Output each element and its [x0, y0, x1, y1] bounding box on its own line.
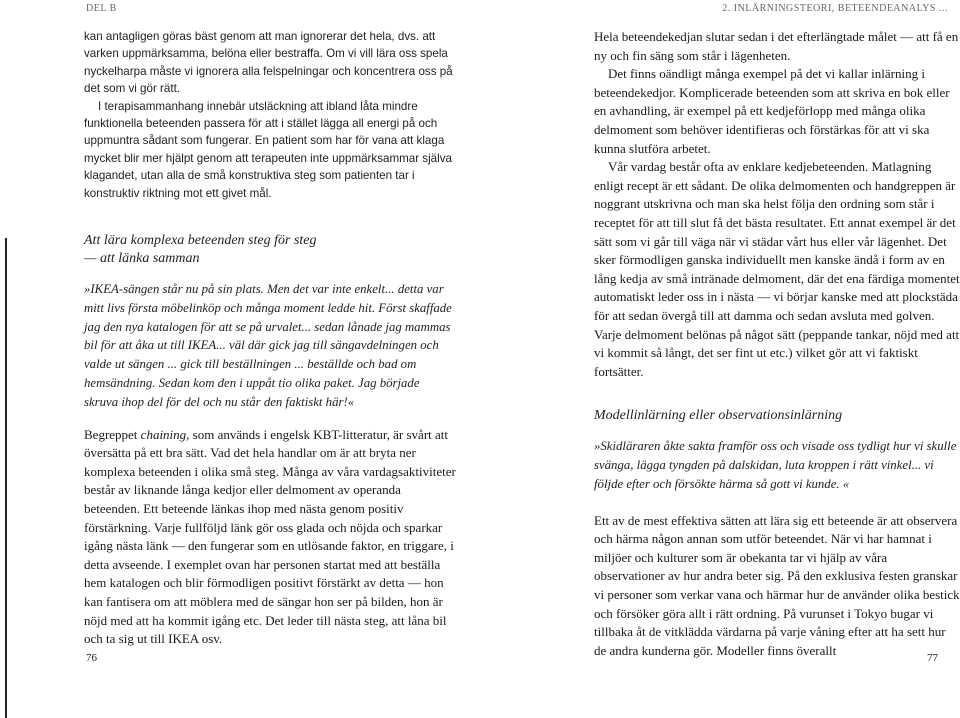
- left-paragraph-2: I terapisammanhang innebär utsläckning att ibland låta mindre funktionella beteenden passera för att i stället lägga all energi på och uppmuntra sådant som fungerar. En patient som har för vana att klaga mycket blir mer hjälpt genom att terapeuten inte uppmärksammar själva klagandet, utan alla de små konstruktiva steg som patienten tar i konstruktiv riktning mot ett givet mål.: [84, 99, 452, 200]
- right-paragraph-1: Hela beteendekedjan slutar sedan i det efterlängtade målet — att få en ny och fin säng som står i lägenheten.: [594, 29, 959, 63]
- running-head-left: DEL B: [86, 3, 117, 14]
- body-prefix: Begreppet: [84, 426, 141, 442]
- page-number-left: 76: [86, 652, 97, 664]
- page-number-right: 77: [927, 652, 938, 664]
- margin-rule: [5, 238, 7, 718]
- left-body-paragraph: [84, 426, 456, 649]
- left-column: [84, 28, 456, 649]
- right-paragraph-2: Det finns oändligt många exempel på det vi kallar inlärning i beteendekedjor. Komplicerade beteenden som att skriva en bok eller en avhandling, är exempel på ett kedjeförlopp med många olika delmoment som behöver identifieras och förstärkas för att vi ska kunna slutföra arbetet.: [594, 66, 950, 156]
- running-head-right: 2. INLÄRNINGSTEORI, BETEENDEANALYS ...: [722, 3, 948, 14]
- body-rest: som används i engelsk KBT-litteratur, är svårt att översätta på ett bra sätt. Vad det hela handlar om är att bryta ner komplexa beteenden i olika små steg. Många av våra vardagsaktiviteter består av liknande långa kedjor eller delmoment av operanda beteenden. Ett beteende länkas ihop med nästa genom positiv förstärkning. Varje fullföljd länk gör oss glada och nöjda och sparkar igång nästa länk — den fungerar som en utlösande faktor, en triggare, i detta avseende. I exemplet ovan har personen startat med att beställa hem katalogen och blir förmodligen positivt förstärkt av detta — hon kan fantisera om att möblera med de sängar hon ser på bilden, hon är nöjd med att ha kommit igång etc. Det leder till nästa steg, att låna bil och ta sig ut till IKEA osv.: [84, 426, 456, 647]
- right-paragraph-3: Vår vardag består ofta av enklare kedjebeteenden. Matlagning enligt recept är ett sådant. De olika delmomenten och handgreppen är noggrant utskrivna och man ska helst följa den ordning som står i receptet för att till slut få det bästa resultatet. Ett annat exempel är det sätt som vi går till väga när vi städar vårt hus eller vår lägenhet. Det sker förmodligen ganska individuellt men kanske ändå i form av en lång kedja av små intränade delmoment, där det ena färdiga momentet automatiskt leder oss in i nästa — vi börjar kanske med att plockstäda för att sedan övergå till att damma och sedan avsluta med golven. Varje delmoment belönas på något sätt (peppande tankar, nöjd med att vi kommit så långt, det ser fint ut etc.) vilket gör att vi faktiskt fortsätter.: [594, 159, 960, 379]
- right-column: [594, 28, 960, 660]
- right-page: [480, 0, 960, 718]
- body-term: chaining,: [140, 426, 190, 442]
- left-paragraph-1: kan antagligen göras bäst genom att man ignorerar det hela, dvs. att varken uppmärksamma, belöna eller bestraffa. Om vi vill lära oss spela nyckelharpa måste vi ignorera alla felspelningar och koncentrera oss på det som vi gör rätt.: [84, 30, 453, 96]
- right-section-heading: Modellinlärning eller observationsinlärning: [594, 408, 843, 424]
- right-paragraph-4: Ett av de mest effektiva sätten att lära sig ett beteende är att observera och härma någon annan som utför beteendet. När vi har hamnat i miljöer och kulturer som är obekanta tar vi hjälp av våra observationer av hur andra beter sig. På den exklusiva festen granskar vi personer som verkar vana och härmar hur de använder olika bestick och försöker göra allt i rätt ordning. På vurunset i Tokyo bugar vi tillbaka åt de vitklädda värdarna på varje våning efter att ha sett hur de andra kunderna gör. Modeller finns överallt: [594, 512, 960, 658]
- left-quote: »IKEA-sängen står nu på sin plats. Men det var inte enkelt... detta var mitt livs första möbelinköp och många moment ledde hit. Först skaffade jag den nya katalogen för att se på urvalet... sedan lånade jag mammas bil för att åka ut till IKEA... väl där gick jag till sängavdelningen och valde ut sängen ... gick till beställningen ... beställde och bad om hemsändning. Sedan kom den i uppåt tio olika paket. Jag började skruva ihop del för del och nu står den faktiskt här!«: [84, 282, 452, 409]
- right-quote: »Skidläraren åkte sakta framför oss och visade oss tydligt hur vi skulle svänga, lägga tyngden på dalskidan, luta kroppen i rätt vinkel... vi följde efter och försökte härma så gott vi kunde. «: [594, 439, 957, 491]
- left-section-heading-line2: — att länka samman: [84, 251, 200, 267]
- left-section-heading-line1: Att lära komplexa beteenden steg för steg: [84, 233, 317, 249]
